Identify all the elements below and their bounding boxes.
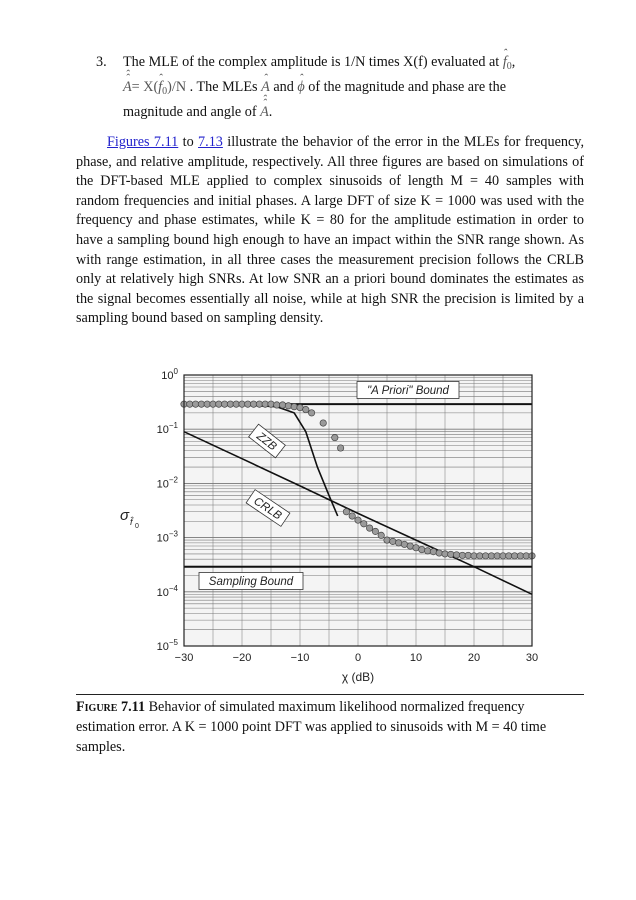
list-item-3 [96,52,566,122]
x-tick-label: −10 [290,652,310,664]
mle-data-point [448,551,454,557]
mle-data-point [256,401,262,407]
mle-data-point [268,401,274,407]
mle-data-point [401,541,407,547]
x-tick-label: −20 [232,652,252,664]
x-tick-label: 10 [409,652,423,664]
mle-data-point [494,553,500,559]
mle-data-point [424,548,430,554]
mle-data-point [436,550,442,556]
item-line1: The MLE of the complex amplitude is 1/N times X(f) evaluated at [123,54,500,70]
mle-data-point [262,401,268,407]
mle-data-point [378,532,384,538]
paragraph-text: illustrate the behavior of the error in the MLEs for frequency, phase, and relative amplitude, respectively. All three figures are based on simulations of the DFT-based MLE applied to complex sinusoids of length M = 40 samples with random frequencies and initial phases. A large DFT of size K = 1000 was used with the frequency and phase estimates, while K = 80 for the amplitude estimation in order to have a sampling bound high enough to have an impact within the SNR range shown. As with range estimation, in all three cases the measurement precision follows the CRLB only at relatively high SNRs. At low SNR an a priori bound dominates the estimates as the signal becomes essentially all noise, while at high SNR the precision is limited by a sampling bound based on sampling density. [76,134,585,327]
zzb-label-text: ZZB [254,430,279,454]
caption-label: Figure 7.11 [76,699,146,715]
x-axis-label: χ (dB) [341,670,375,684]
mle-data-point [390,538,396,544]
item-body: The MLE of the complex amplitude is 1/N times X(f) evaluated at ˆ $f_0$, ˆ A ˆ= X(ˆ $f_0)/N$ . The MLEs ˆ A and ˆ ϕ of the magnitude and phase are the magnitude and angle of ˆ A ˆ. [123,52,566,122]
mle-data-point [198,401,204,407]
y-axis-label-subscript-index: 0 [135,523,139,530]
mle-data-point [523,553,529,559]
mle-data-point [245,401,251,407]
mle-data-point [488,553,494,559]
mle-data-point [355,517,361,523]
mle-data-point [297,404,303,410]
mle-data-point [192,401,198,407]
mle-data-point [320,420,326,426]
mle-data-point [511,553,517,559]
a-priori-bound-label-text: "A Priori" Bound [367,385,449,397]
y-tick-label: $10^{-4}$ [156,583,178,599]
x-tick-label: −30 [174,652,194,664]
phase-estimate-symbol: ˆ ϕ [297,77,304,97]
mle-data-point [274,402,280,408]
item-line3: magnitude and angle of [123,104,257,120]
caption-text: Behavior of simulated maximum likelihood normalized frequency estimation error. A K = 1000 point DFT was applied to sinusoids with M = 40 time samples. [76,699,547,755]
mle-data-point [361,521,367,527]
mle-data-point [303,406,309,412]
y-tick-label: $10^{-5}$ [156,638,178,653]
mle-data-point [459,552,465,558]
mle-data-point [477,553,483,559]
y-tick-label: $10^{-3}$ [156,529,178,545]
mle-data-point [349,513,355,519]
y-tick-label: $10^0$ [161,367,178,382]
f0-hat-symbol: ˆ $f_0$ [503,54,512,70]
mle-data-point [227,401,233,407]
mle-data-point [500,553,506,559]
x-tick-label: 0 [354,652,362,664]
y-axis-label: σ [120,507,130,524]
amplitude-estimate-equation: ˆ A ˆ= X(ˆ $f_0)/N$ [123,79,186,95]
mle-data-point [506,553,512,559]
frequency-error-chart [100,360,560,700]
crlb-label-text: CRLB [251,495,284,523]
mle-data-point [430,548,436,554]
mle-data-point [332,434,338,440]
mle-data-point [465,552,471,558]
mle-data-point [343,509,349,515]
body-paragraph: Figures 7.11 to 7.13 illustrate the behavior of the error in the MLEs for frequency, phase, and relative amplitude, respectively. All three figures are based on simulations of the DFT-based MLE applied to complex sinusoids of length M = 40 samples with random frequencies and initial phases. A large DFT of size K = 1000 was used with the frequency and phase estimates, while K = 80 for the amplitude estimation in order to have a sampling bound high enough to have an impact within the SNR range shown. As with range estimation, in all three cases the measurement precision follows the CRLB only at relatively high SNRs. At low SNR an a priori bound dominates the estimates as the signal becomes essentially all noise, while at high SNR the precision is limited by a sampling bound based on sampling density. [76,134,585,327]
complex-amplitude-symbol: ˆ A ˆ [260,102,269,122]
mle-data-point [250,401,256,407]
mle-data-point [395,540,401,546]
item-mles-text: . The MLEs [189,79,258,95]
figure-7-13-link[interactable]: 7.13 [198,134,223,150]
mle-data-point [442,551,448,557]
y-tick-label: $10^{-1}$ [156,421,178,437]
mle-data-point [216,401,222,407]
mle-data-point [187,401,193,407]
mle-data-point [517,553,523,559]
mle-data-point [337,445,343,451]
mle-data-point [419,546,425,552]
mle-data-point [453,552,459,558]
mle-data-point [210,401,216,407]
y-axis-label-subscript: f̂ [130,517,133,527]
item-line2-end: of the magnitude and phase are the [308,79,507,95]
mle-data-point [279,402,285,408]
mle-data-point [384,537,390,543]
sampling-bound-label [199,573,303,590]
sampling-bound-label-text: Sampling Bound [208,576,294,588]
mle-data-point [239,401,245,407]
mle-data-point [285,403,291,409]
figure-7-11-link[interactable]: Figures 7.11 [107,134,179,150]
mle-data-point [407,543,413,549]
mle-data-point [372,528,378,534]
x-tick-label: 20 [467,652,481,664]
magnitude-estimate-symbol: ˆ A [261,77,270,97]
y-tick-label: $10^{-2}$ [156,475,178,491]
item-number: 3. [96,54,107,70]
mle-data-point [366,525,372,531]
mle-data-point [204,401,210,407]
a-priori-bound-label [357,382,459,399]
x-tick-label: 30 [525,652,539,664]
mle-data-point [413,545,419,551]
mle-data-point [291,404,297,410]
figure-caption [76,694,584,757]
mle-data-point [233,401,239,407]
mle-data-point [482,553,488,559]
mle-data-point [221,401,227,407]
mle-data-point [308,410,314,416]
mle-data-point [471,553,477,559]
chart-grid [184,375,532,646]
